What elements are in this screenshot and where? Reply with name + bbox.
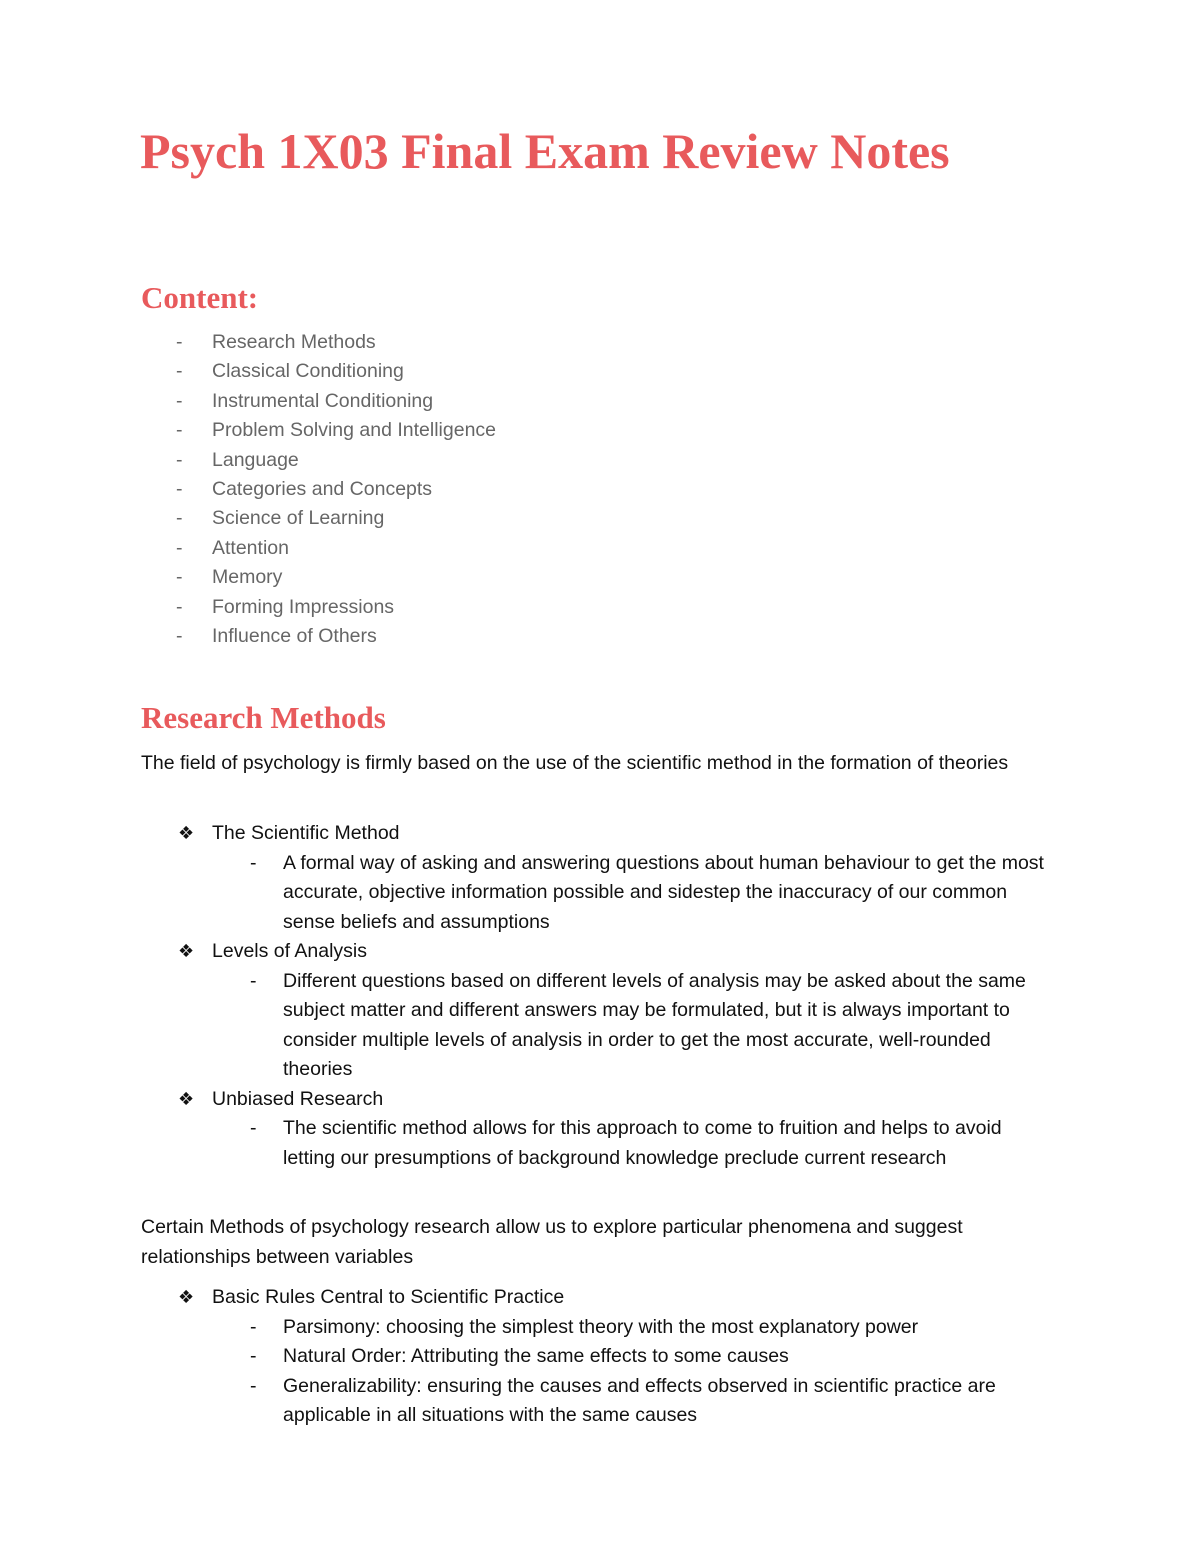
document-title: Psych 1X03 Final Exam Review Notes [140,123,950,179]
sub-item-text: Parsimony: choosing the simplest theory with the most explanatory power [283,1315,919,1338]
list-dash: - [176,536,183,559]
content-item-label: Classical Conditioning [212,360,404,383]
bullet-item [0,1283,1200,1313]
content-list-item [0,563,1200,592]
list-dash: - [176,507,183,530]
bullet-label: The Scientific Method [212,822,400,844]
content-item-label: Categories and Concepts [212,477,433,500]
content-list-item [0,357,1200,386]
methods-intro-paragraph: Certain Methods of psychology research allow us to explore particular phenomena and suggest relationships between variables [141,1216,963,1268]
content-list-item [0,622,1200,651]
diamond-bullet-icon: ❖ [178,941,195,962]
content-list-item [0,504,1200,533]
list-dash: - [250,1117,257,1139]
research-bullet-list [0,819,1200,1173]
bullet-label: Basic Rules Central to Scientific Practice [212,1286,565,1308]
content-list-item [0,387,1200,416]
sub-item-text: Different questions based on different levels of analysis may be asked about the same subject matter and different answers may be formulated, but it is always important to consider multiple levels of analysis in order to get the most accurate, well-rounded theories [283,969,1026,1080]
sub-item [0,1114,1200,1173]
research-methods-heading: Research Methods [141,700,386,735]
content-item-label: Forming Impressions [212,595,395,618]
content-item-label: Instrumental Conditioning [212,389,434,412]
content-item-label: Research Methods [212,331,376,353]
content-item-label: Memory [212,566,283,589]
sub-item [0,1342,1200,1372]
bullet-label: Levels of Analysis [212,940,368,962]
list-dash: - [250,969,257,992]
diamond-bullet-icon: ❖ [178,1088,195,1110]
content-list [0,328,1200,651]
sub-item-text: Natural Order: Attributing the same effects to some causes [283,1345,789,1367]
sub-item-text: The scientific method allows for this approach to come to fruition and helps to avoid letting our presumptions of background knowledge preclude current research [283,1117,1002,1169]
content-list-item [0,475,1200,504]
sub-item [0,1313,1200,1343]
content-item-label: Science of Learning [212,507,385,530]
content-item-label: Attention [212,536,289,559]
sub-item-text: Generalizability: ensuring the causes and effects observed in scientific practice are applicable in all situations with the same causes [283,1374,996,1426]
list-dash: - [176,419,183,442]
list-dash: - [250,1374,257,1397]
content-item-label: Problem Solving and Intelligence [212,419,497,442]
content-list-item [0,593,1200,622]
list-dash: - [176,477,183,500]
bullet-item [0,819,1200,849]
list-dash: - [176,360,183,383]
content-item-label: Language [212,448,299,471]
list-dash: - [176,624,183,647]
list-dash: - [176,448,183,471]
list-dash: - [176,566,183,589]
sub-item [0,1372,1200,1431]
bullet-item [0,937,1200,967]
list-dash: - [250,1315,257,1338]
list-dash: - [250,851,257,874]
list-dash: - [176,331,183,353]
sub-item [0,849,1200,938]
content-list-item [0,534,1200,563]
bullet-label: Unbiased Research [212,1087,384,1110]
sub-item-text: A formal way of asking and answering questions about human behaviour to get the most accurate, objective information possible and sidestep the inaccuracy of our common sense beliefs and assumptions [283,851,1044,933]
rules-bullet-list [0,1283,1200,1431]
research-intro-paragraph: The field of psychology is firmly based on the use of the scientific method in the formation of theories [141,752,1009,774]
content-item-label: Influence of Others [212,624,377,647]
list-dash: - [176,389,183,412]
diamond-bullet-icon: ❖ [178,1287,195,1308]
content-list-item [0,328,1200,357]
content-list-item [0,416,1200,445]
list-dash: - [176,595,183,618]
content-list-item [0,446,1200,475]
bullet-item [0,1085,1200,1115]
content-heading: Content: [141,280,259,315]
list-dash: - [250,1345,257,1367]
sub-item [0,967,1200,1085]
diamond-bullet-icon: ❖ [178,823,195,844]
